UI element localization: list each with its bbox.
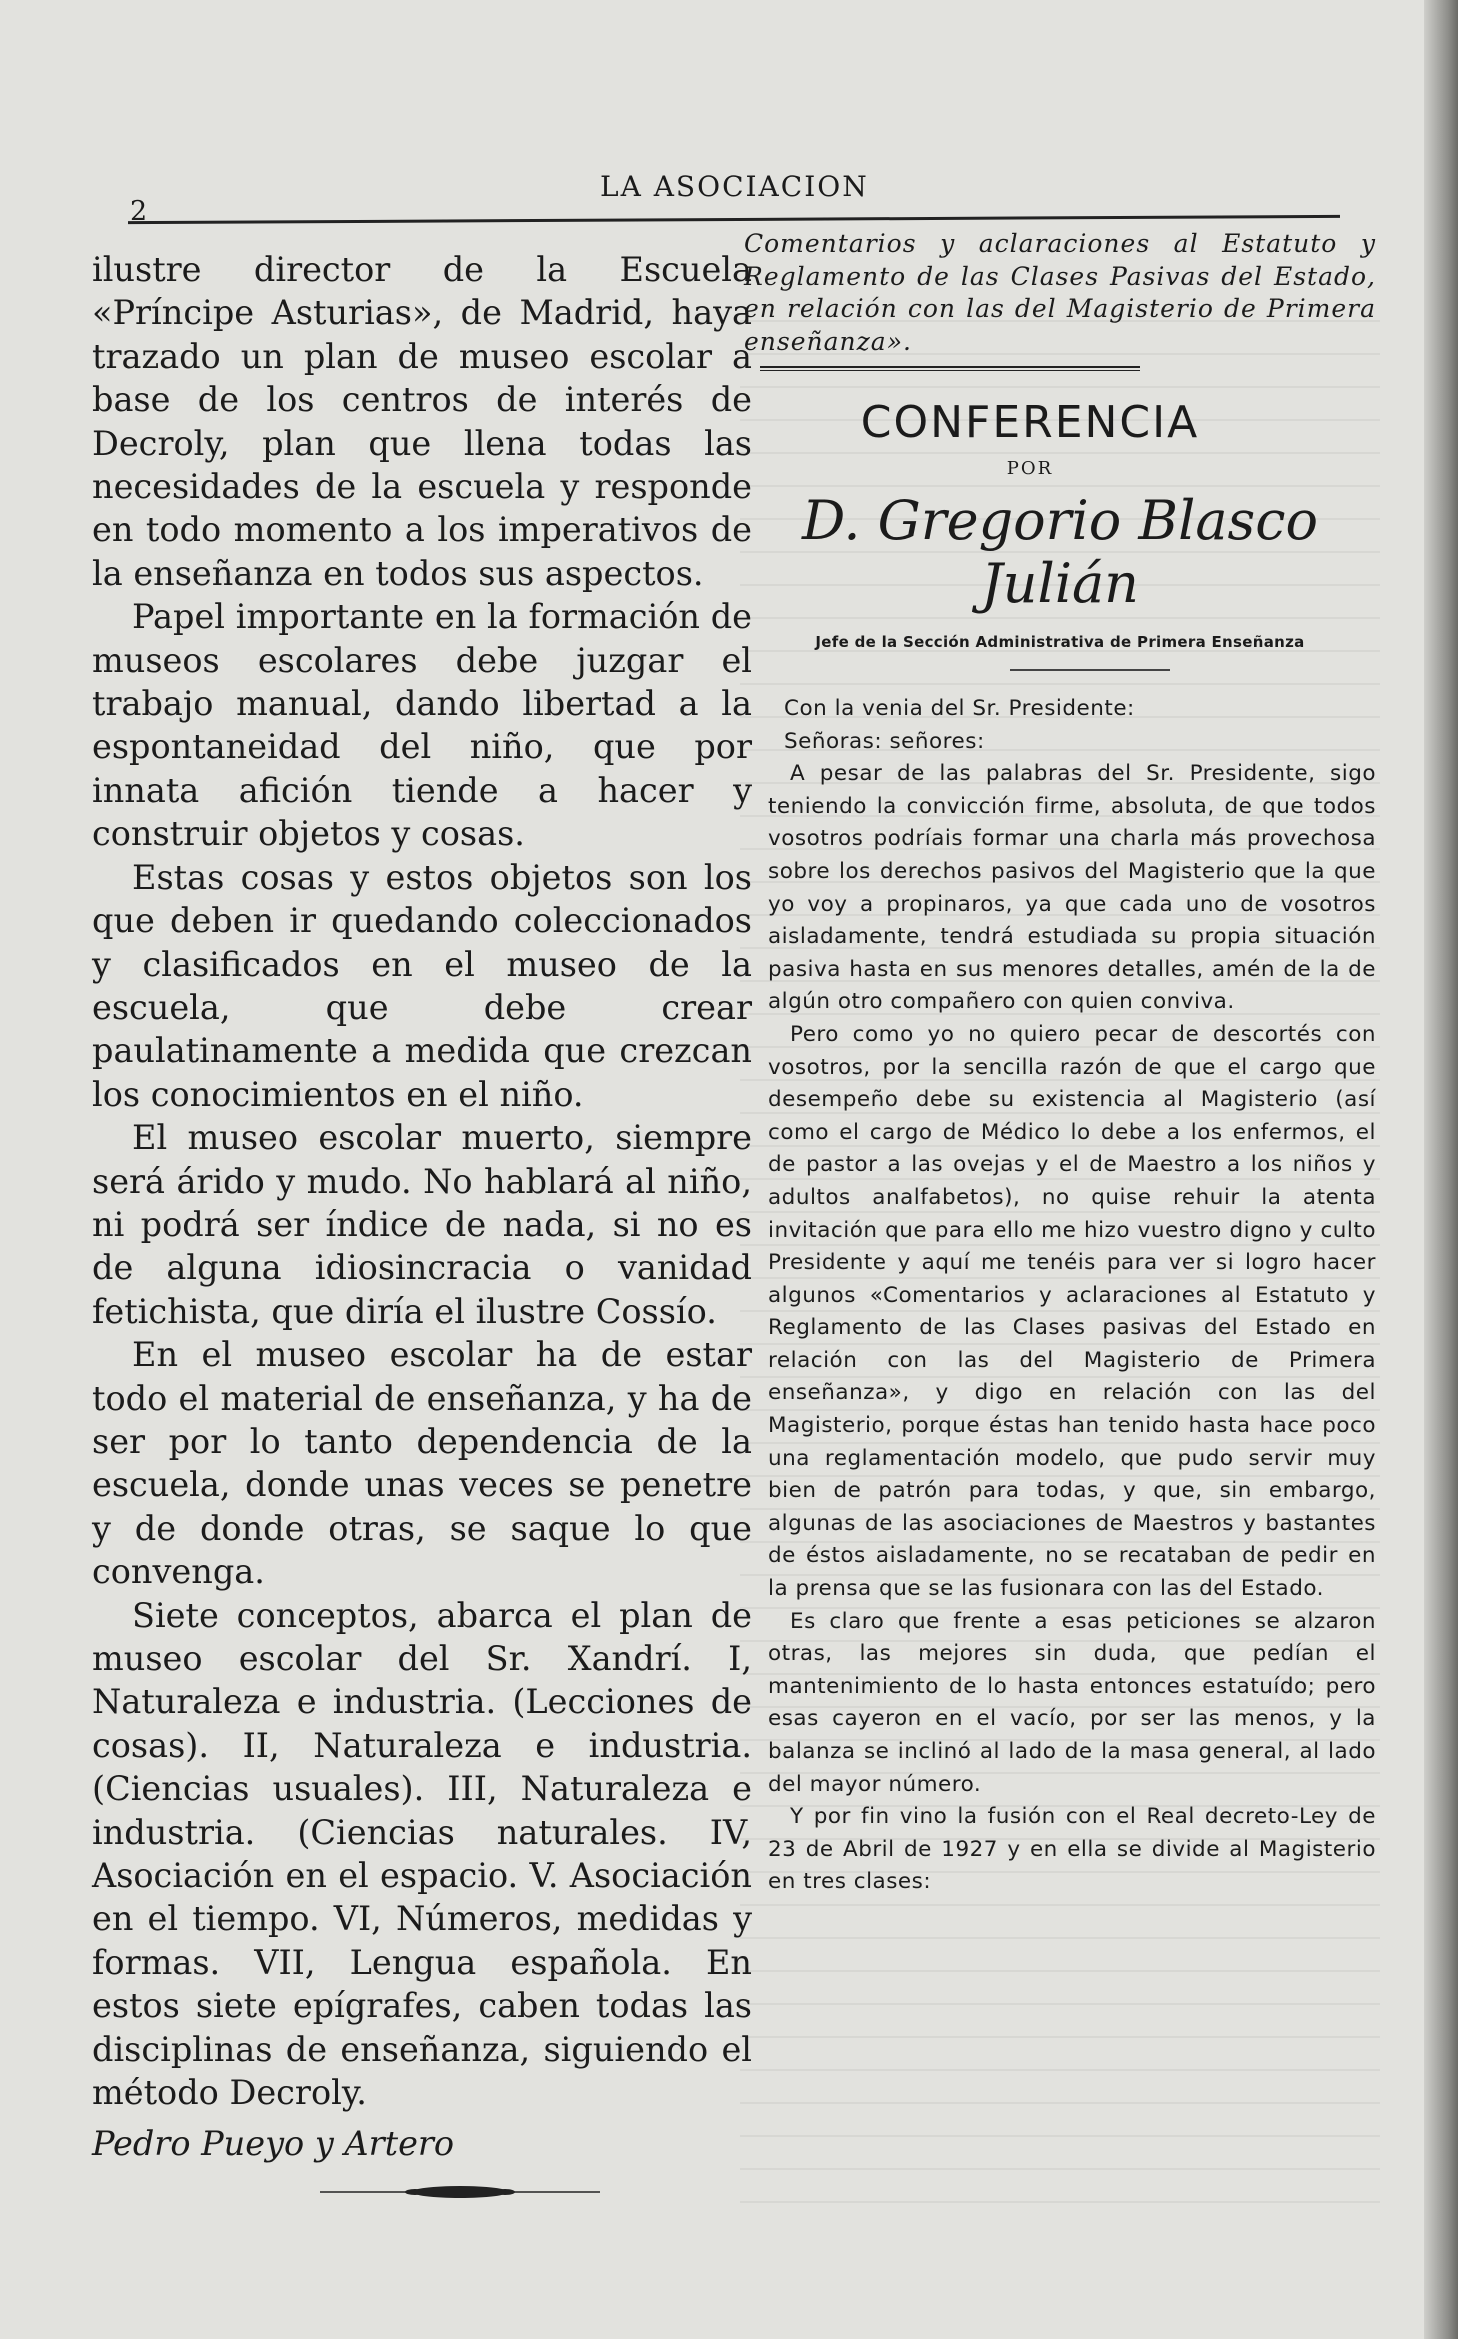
conference-body [740, 693, 1376, 1899]
right-paragraph: Con la venia del Sr. Presidente: [784, 696, 1135, 721]
conference-author: D. Gregorio Blasco Julián [801, 489, 1319, 615]
left-column [92, 248, 752, 2166]
end-ornament [320, 2180, 600, 2204]
article-signature: Pedro Pueyo y Artero [92, 2124, 455, 2164]
conference-intro: Comentarios y aclaraciones al Estatuto y Reglamento de las Clases Pasivas del Estado, en relación con las del Magisterio de Primera enseñanza». [744, 229, 1376, 356]
author-rule [1010, 669, 1170, 671]
left-paragraph: Papel importante en la formación de museos escolares debe juzgar el trabajo manual, dando libertad a la espontaneidad del niño, que por innata afición tiende a hacer y construir objetos y cosas. [92, 597, 752, 854]
right-paragraph: Señoras: señores: [784, 728, 985, 754]
right-paragraph: Y por fin vino la fusión con el Real decreto-Ley de 23 de Abril de 1927 y en ella se divide al Magisterio en tres clases: [768, 1804, 1376, 1895]
intro-rule [760, 366, 1140, 371]
header-rule [128, 215, 1340, 224]
right-paragraph: Pero como yo no quiero pecar de descortés con vosotros, por la sencilla razón de que el cargo que desempeño debe su existencia al Magisterio (así como el cargo de Médico lo debe a los enfermos, el de pastor a las ovejas y el de Maestro a los niños y adultos analfabetos), no quise rehuir la atenta invitación que para ello me hizo vuestro digno y culto Presidente y aquí me tenéis para ver si logro hacer algunos «Comentarios y aclaraciones al Estatuto y Reglamento de las Clases pasivas del Estado en relación con las del Magisterio de Primera enseñanza», y digo en relación con las del Magisterio, porque éstas han tenido hasta hace poco una reglamentación modelo, que pudo servir muy bien de patrón para todas, y que, sin embargo, algunas de las asociaciones de Maestros y bastantes de éstos aisladamente, no se recataban de pedir en la prensa que se las fusionara con las del Estado. [768, 1021, 1376, 1602]
right-paragraph: A pesar de las palabras del Sr. Presidente, sigo teniendo la convicción firme, absoluta, de que todos vosotros podríais formar una charla más provechosa sobre los derechos pasivos del Magisterio que la que yo voy a propinaros, ya que cada uno de vosotros aisladamente, tendrá estudiada su propia situación pasiva hasta en sus menores detalles, amén de la de algún otro compañero con quien conviva. [768, 761, 1376, 1015]
por-label: POR [1006, 458, 1054, 479]
left-paragraph: En el museo escolar ha de estar todo el material de enseñanza, y ha de ser por lo tanto dependencia de la escuela, donde unas veces se penetre y de donde otras, se saque lo que convenga. [92, 1335, 752, 1592]
page-binding-shadow [1424, 0, 1458, 2339]
author-role: Jefe de la Sección Administrativa de Primera Enseñanza [815, 633, 1305, 651]
left-paragraph: Estas cosas y estos objetos son los que deben ir quedando coleccionados y clasificados en el museo de la escuela, que debe crear paulatinamente a medida que crezcan los conocimientos en el niño. [92, 857, 752, 1114]
left-paragraph: ilustre director de la Escuela «Príncipe Asturias», de Madrid, haya trazado un plan de museo escolar a base de los centros de interés de Decroly, plan que llena todas las necesidades de la escuela y responde en todo momento a los imperativos de la enseñanza en todos sus aspectos. [92, 250, 752, 593]
left-paragraph: Siete conceptos, abarca el plan de museo escolar del Sr. Xandrí. I, Naturaleza e industria. (Lecciones de cosas). II, Naturaleza e industria. (Ciencias usuales). III, Naturaleza e industria. (Ciencias naturales. IV, Asociación en el espacio. V. Asociación en el tiempo. VI, Números, medidas y formas. VII, Lengua española. En estos siete epígrafes, caben todas las disciplinas de enseñanza, siguiendo el método Decroly. [92, 1595, 752, 2113]
right-column [740, 228, 1376, 1899]
masthead-title: LA ASOCIACION [600, 170, 869, 203]
right-paragraph: Es claro que frente a esas peticiones se alzaron otras, las mejores sin duda, que pedían el mantenimiento de lo hasta entonces estatuído; pero esas cayeron en el vacío, por ser las menos, y la balanza se inclinó al lado de la masa general, al lado del mayor número. [768, 1608, 1376, 1797]
left-paragraph: El museo escolar muerto, siempre será árido y mudo. No hablará al niño, ni podrá ser índice de nada, si no es de alguna idiosincracia o vanidad fetichista, que diría el ilustre Cossío. [92, 1118, 752, 1331]
conference-title: CONFERENCIA [860, 397, 1200, 448]
page-number: 2 [130, 196, 148, 227]
